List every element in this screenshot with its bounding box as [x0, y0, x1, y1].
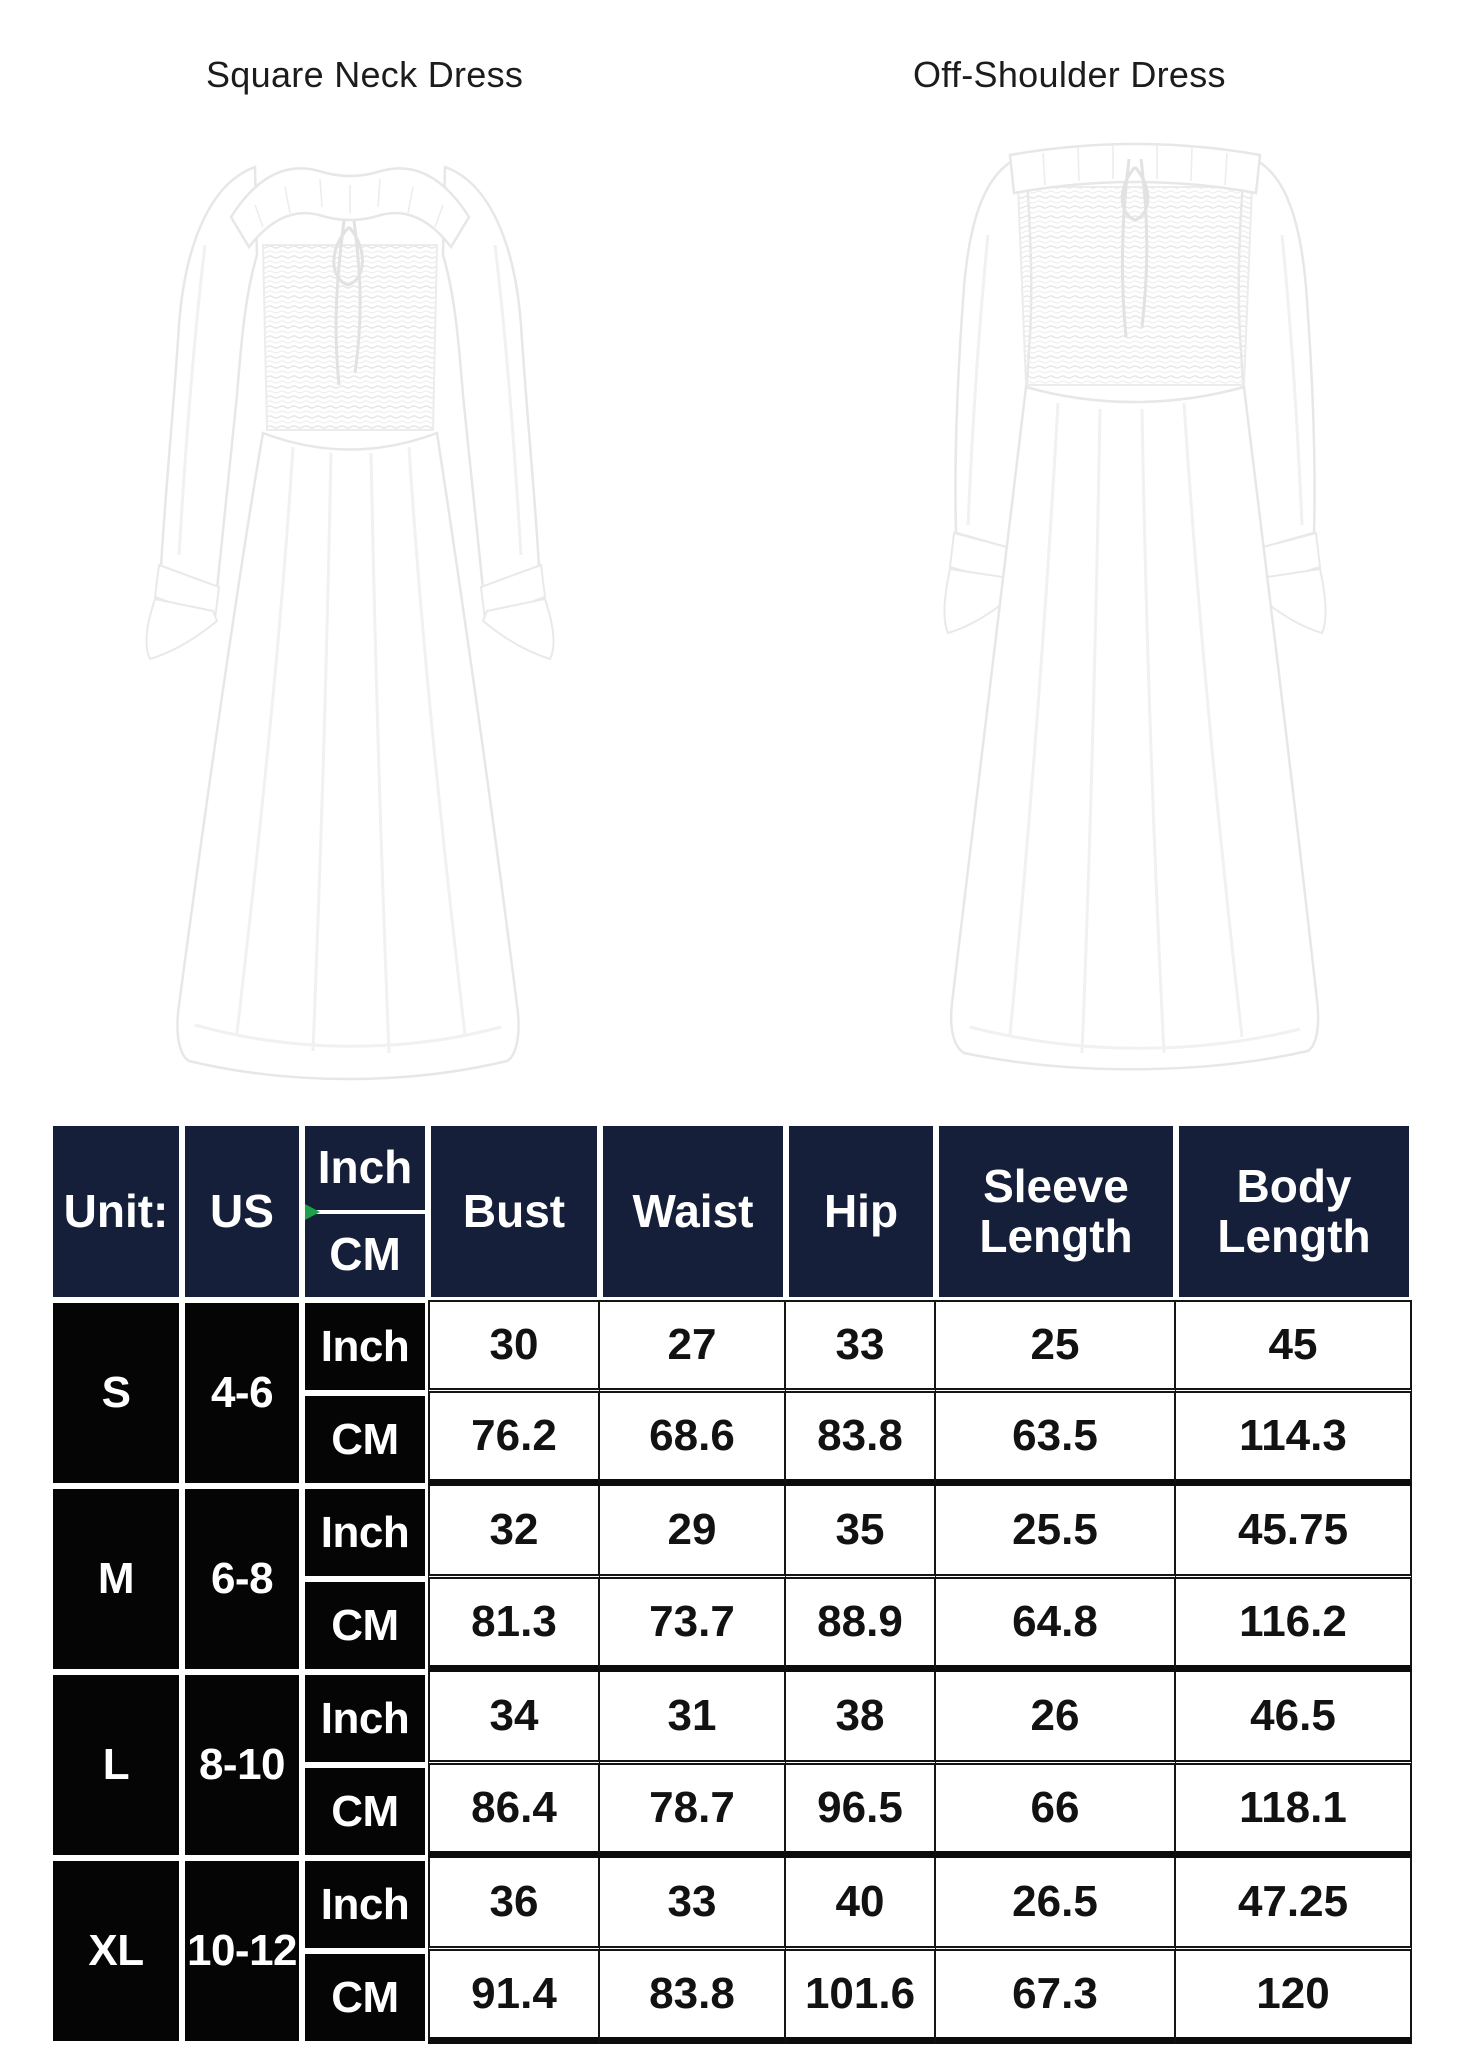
measurement-cell: 32	[428, 1486, 600, 1579]
square-neck-dress-title: Square Neck Dress	[206, 54, 524, 95]
measurement-cell: 96.5	[786, 1765, 936, 1858]
measurement-cell: 25	[936, 1300, 1176, 1393]
size-cell: S	[50, 1300, 182, 1486]
header-waist: Waist	[600, 1123, 786, 1300]
us-range-cell: 4-6	[182, 1300, 302, 1486]
unit-row-label-cm: CM	[302, 1765, 428, 1858]
measurement-cell: 66	[936, 1765, 1176, 1858]
unit-row-label-inch: Inch	[302, 1858, 428, 1951]
measurement-cell: 116.2	[1176, 1579, 1412, 1672]
unit-row-label-inch: Inch	[302, 1300, 428, 1393]
unit-row-label-inch: Inch	[302, 1672, 428, 1765]
green-triangle-marker	[305, 1204, 320, 1220]
us-range-cell: 10-12	[182, 1858, 302, 2044]
header-hip: Hip	[786, 1123, 936, 1300]
measurement-cell: 26	[936, 1672, 1176, 1765]
unit-row-label-cm: CM	[302, 1579, 428, 1672]
measurement-cell: 67.3	[936, 1951, 1176, 2044]
measurement-cell: 83.8	[786, 1393, 936, 1486]
header-unit: Unit:	[50, 1123, 182, 1300]
measurement-cell: 83.8	[600, 1951, 786, 2044]
inch-cm-divider	[305, 1210, 425, 1214]
measurement-cell: 120	[1176, 1951, 1412, 2044]
measurement-cell: 86.4	[428, 1765, 600, 1858]
measurement-cell: 30	[428, 1300, 600, 1393]
measurement-cell: 88.9	[786, 1579, 936, 1672]
dress-skirt	[177, 433, 518, 1079]
off-shoulder-dress-title: Off-Shoulder Dress	[913, 54, 1226, 95]
measurement-cell: 34	[428, 1672, 600, 1765]
measurement-cell: 47.25	[1176, 1858, 1412, 1951]
measurement-cell: 63.5	[936, 1393, 1176, 1486]
measurement-cell: 91.4	[428, 1951, 600, 2044]
dress-bodice	[231, 168, 469, 430]
header-cm: CM	[329, 1228, 401, 1281]
size-cell: L	[50, 1672, 182, 1858]
measurement-cell: 81.3	[428, 1579, 600, 1672]
measurement-cell: 35	[786, 1486, 936, 1579]
unit-row-label-cm: CM	[302, 1951, 428, 2044]
measurement-cell: 73.7	[600, 1579, 786, 1672]
unit-row-label-inch: Inch	[302, 1486, 428, 1579]
measurement-cell: 31	[600, 1672, 786, 1765]
header-inch: Inch	[317, 1140, 413, 1193]
header-us: US	[182, 1123, 302, 1300]
unit-row-label-cm: CM	[302, 1393, 428, 1486]
size-cell: XL	[50, 1858, 182, 2044]
measurement-cell: 101.6	[786, 1951, 936, 2044]
measurement-cell: 45	[1176, 1300, 1412, 1393]
dress-bodice	[1010, 144, 1260, 385]
size-chart-table	[50, 1123, 1412, 2044]
measurement-cell: 26.5	[936, 1858, 1176, 1951]
off-shoulder-dress-image	[928, 95, 1342, 1095]
header-inch-cm	[302, 1123, 428, 1300]
measurement-cell: 64.8	[936, 1579, 1176, 1672]
measurement-cell: 33	[786, 1300, 936, 1393]
us-range-cell: 8-10	[182, 1672, 302, 1858]
measurement-cell: 114.3	[1176, 1393, 1412, 1486]
size-cell: M	[50, 1486, 182, 1672]
measurement-cell: 38	[786, 1672, 936, 1765]
measurement-cell: 27	[600, 1300, 786, 1393]
measurement-cell: 118.1	[1176, 1765, 1412, 1858]
measurement-cell: 78.7	[600, 1765, 786, 1858]
measurement-cell: 68.6	[600, 1393, 786, 1486]
measurement-cell: 36	[428, 1858, 600, 1951]
measurement-cell: 46.5	[1176, 1672, 1412, 1765]
us-range-cell: 6-8	[182, 1486, 302, 1672]
measurement-cell: 25.5	[936, 1486, 1176, 1579]
measurement-cell: 33	[600, 1858, 786, 1951]
header-sleeve-length: Sleeve Length	[936, 1123, 1176, 1300]
square-neck-dress-image	[135, 95, 565, 1095]
measurement-cell: 45.75	[1176, 1486, 1412, 1579]
measurement-cell: 40	[786, 1858, 936, 1951]
header-bust: Bust	[428, 1123, 600, 1300]
measurement-cell: 29	[600, 1486, 786, 1579]
header-body-length: Body Length	[1176, 1123, 1412, 1300]
measurement-cell: 76.2	[428, 1393, 600, 1486]
